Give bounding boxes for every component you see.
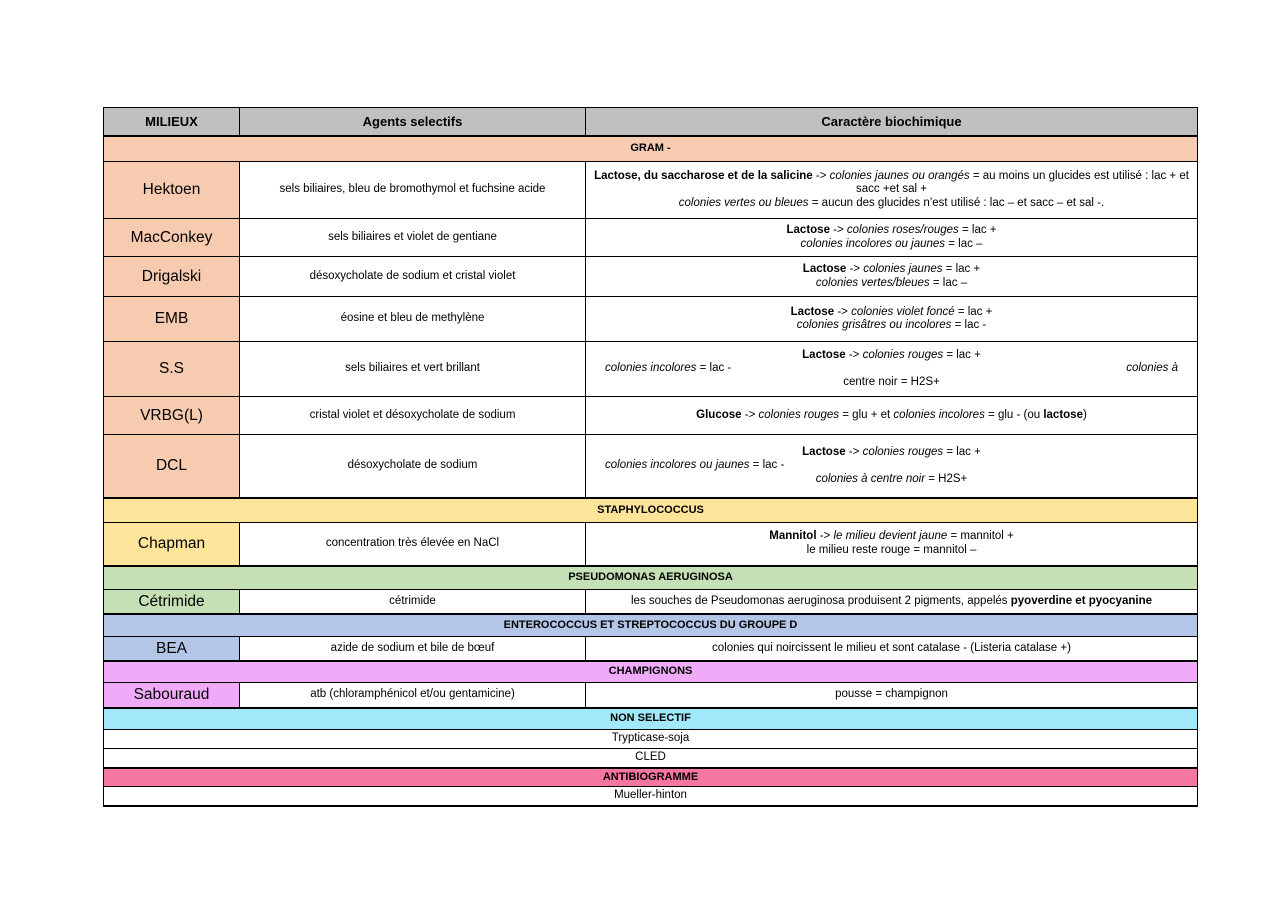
bio-hektoen-t3: = aucun des glucides n’est utilisé : lac – et sacc – et sal -. [808,196,1105,209]
section-nonsel-title: NON SELECTIF [104,708,1198,730]
bio-ss-t3: = lac - [696,362,732,375]
bio-vrbg [586,397,1198,435]
row-trypticase [104,730,1198,749]
bio-dcl-t3: = lac - [749,459,785,471]
milieu-vrbg: VRBG(L) [104,397,240,435]
bio-dcl-t4: = H2S+ [925,472,968,485]
bio-drigalski-t2: = lac + [942,263,981,275]
row-bea [104,637,1198,661]
bio-drigalski-i2: colonies vertes/bleues [815,276,930,289]
bio-chapman-t2: = mannitol + [947,530,1014,543]
bio-drigalski-i1: colonies jaunes [863,263,943,275]
nonsel-item-trypticase: Trypticase-soja [104,730,1198,749]
section-pseudo-title: PSEUDOMONAS AERUGINOSA [104,566,1198,590]
agents-hektoen: sels biliaires, bleu de bromothymol et fuchsine acide [240,162,586,219]
milieu-sabouraud: Sabouraud [104,683,240,708]
agents-sabouraud: atb (chloramphénicol et/ou gentamicine) [240,683,586,708]
section-champ-title: CHAMPIGNONS [104,661,1198,683]
bio-cetrimide-b1: pyoverdine et pyocyanine [1010,594,1152,607]
media-table [103,107,1198,807]
agents-drigalski: désoxycholate de sodium et cristal violet [240,257,586,297]
bio-dcl-b1: Lactose [802,445,846,458]
agents-emb: éosine et bleu de methylène [240,297,586,342]
bio-hektoen-t2: = au moins un glucides est utilisé : lac + et sacc +et sal + [856,169,1189,196]
milieu-macconkey: MacConkey [104,219,240,257]
bio-bea: colonies qui noircissent le milieu et sont catalase - (Listeria catalase +) [586,637,1198,661]
bio-emb-b1: Lactose [790,305,835,318]
agents-vrbg: cristal violet et désoxycholate de sodium [240,397,586,435]
milieu-ss: S.S [104,342,240,397]
bio-dcl [586,435,1198,498]
agents-macconkey: sels biliaires et violet de gentiane [240,219,586,257]
section-atb [104,768,1198,787]
bio-chapman-t3: le milieu reste rouge = mannitol – [806,543,977,556]
row-mueller [104,787,1198,806]
bio-macconkey [586,219,1198,257]
bio-cetrimide-t1: les souches de Pseudomonas aeruginosa produisent 2 pigments, appelés [631,594,1011,607]
agents-ss: sels biliaires et vert brillant [240,342,586,397]
milieu-dcl: DCL [104,435,240,498]
row-sabouraud [104,683,1198,708]
milieu-hektoen: Hektoen [104,162,240,219]
bio-chapman [586,523,1198,566]
section-entero-title: ENTEROCOCCUS ET STREPTOCOCCUS DU GROUPE D [104,614,1198,637]
bio-macconkey-t2: = lac + [958,224,997,236]
bio-hektoen-i1: colonies jaunes ou orangés [829,169,970,182]
bio-vrbg-t2: = glu + et [839,408,894,421]
milieu-drigalski: Drigalski [104,257,240,297]
row-vrbg [104,397,1198,435]
row-cetrimide [104,590,1198,614]
bio-drigalski-t3: = lac – [929,276,968,289]
section-pseudo [104,566,1198,590]
bio-cetrimide [586,590,1198,614]
bio-emb-t1: -> [834,305,852,318]
section-nonsel [104,708,1198,730]
bio-macconkey-b1: Lactose [786,224,830,236]
bio-ss [586,342,1198,397]
row-ss [104,342,1198,397]
section-staph [104,498,1198,523]
bio-emb-i2: colonies grisâtres ou incolores [796,319,952,331]
nonsel-item-cled: CLED [104,749,1198,768]
bio-ss-i1: colonies rouges [862,348,944,361]
header-row [104,108,1198,136]
row-dcl [104,435,1198,498]
agents-dcl: désoxycholate de sodium [240,435,586,498]
header-agents: Agents selectifs [240,108,586,136]
bio-dcl-t2: = lac + [943,445,981,458]
bio-emb-i1: colonies violet foncé [851,305,955,318]
bio-chapman-b1: Mannitol [769,530,817,543]
section-atb-title: ANTIBIOGRAMME [104,768,1198,787]
bio-sabouraud: pousse = champignon [586,683,1198,708]
bio-dcl-i2: colonies incolores ou jaunes [605,459,750,471]
bio-ss-t4: centre noir = H2S+ [843,375,940,388]
header-milieux: MILIEUX [104,108,240,136]
bio-vrbg-t3: = glu - (ou [984,408,1044,421]
bio-drigalski [586,257,1198,297]
section-gram-title: GRAM - [104,136,1198,162]
row-chapman [104,523,1198,566]
section-staph-title: STAPHYLOCOCCUS [104,498,1198,523]
milieu-emb: EMB [104,297,240,342]
row-cled [104,749,1198,768]
row-hektoen [104,162,1198,219]
bio-vrbg-i1: colonies rouges [758,408,840,421]
bio-dcl-i3: colonies à centre noir [815,472,926,485]
section-gram [104,136,1198,162]
bio-ss-t1: -> [845,348,863,361]
bio-hektoen-i2: colonies vertes ou bleues [678,196,809,209]
milieu-bea: BEA [104,637,240,661]
bio-macconkey-t3: = lac – [945,237,983,250]
row-emb [104,297,1198,342]
bio-drigalski-t1: -> [846,263,864,275]
section-entero [104,614,1198,637]
header-caractere: Caractère biochimique [586,108,1198,136]
bio-emb-t2: = lac + [954,305,993,318]
bio-macconkey-t1: -> [829,224,847,236]
bio-vrbg-t4: ) [1082,408,1087,421]
bio-ss-b1: Lactose [802,348,846,361]
row-macconkey [104,219,1198,257]
bio-ss-i3: colonies à [1126,362,1178,375]
bio-vrbg-i2: colonies incolores [893,408,985,421]
bio-vrbg-b1: Glucose [696,408,742,421]
bio-drigalski-b1: Lactose [802,263,847,275]
section-champ [104,661,1198,683]
milieu-cetrimide: Cétrimide [104,590,240,614]
bio-chapman-t1: -> [816,530,834,543]
bio-dcl-t1: -> [845,445,863,458]
bio-hektoen-b1: Lactose, du saccharose et de la salicine [594,169,813,182]
bio-hektoen [586,162,1198,219]
bio-chapman-i1: le milieu devient jaune [833,530,948,543]
bio-dcl-i1: colonies rouges [862,445,944,458]
agents-cetrimide: cétrimide [240,590,586,614]
row-drigalski [104,257,1198,297]
milieu-chapman: Chapman [104,523,240,566]
bio-macconkey-i1: colonies roses/rouges [846,224,959,236]
agents-chapman: concentration très élevée en NaCl [240,523,586,566]
agents-bea: azide de sodium et bile de bœuf [240,637,586,661]
bio-emb [586,297,1198,342]
bio-hektoen-t1: -> [812,169,830,182]
bio-ss-t2: = lac + [943,348,981,361]
bio-vrbg-b2: lactose [1043,408,1083,421]
bio-ss-i2: colonies incolores [605,362,697,375]
atb-item-mueller-hinton: Mueller-hinton [104,787,1198,806]
bio-vrbg-t1: -> [741,408,759,421]
bio-macconkey-i2: colonies incolores ou jaunes [800,237,946,250]
bio-emb-t3: = lac - [951,319,987,331]
